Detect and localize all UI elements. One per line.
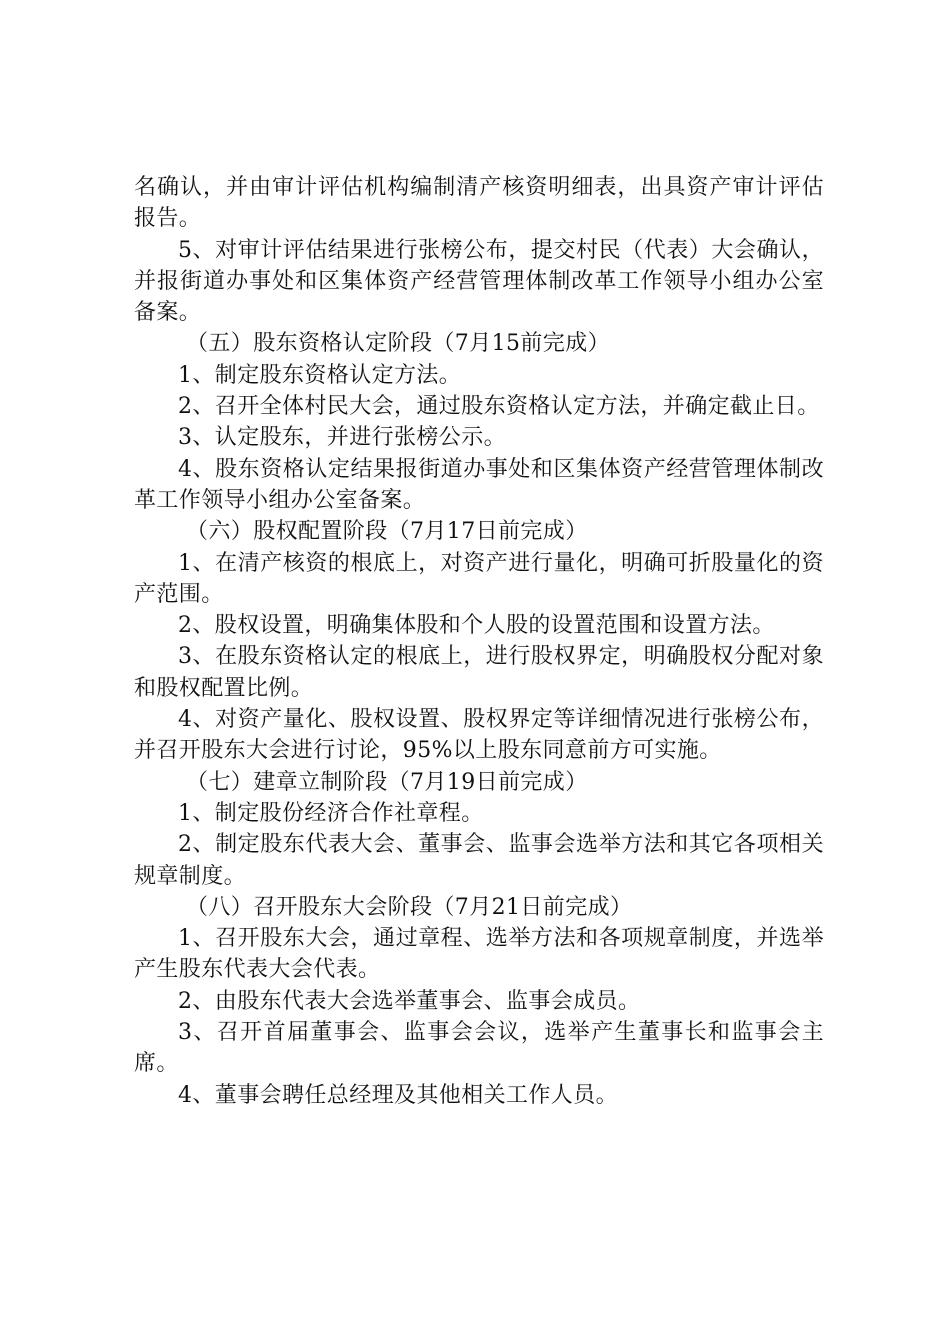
list-item: 1、召开股东大会，通过章程、选举方法和各项规章制度，并选举产生股东代表大会代表。 (134, 926, 824, 983)
document-body (134, 172, 824, 1111)
list-item: 3、召开首届董事会、监事会会议，选举产生董事长和监事会主席。 (134, 1020, 824, 1077)
list-item: 4、董事会聘任总经理及其他相关工作人员。 (178, 1082, 618, 1108)
list-item: 3、认定股东，并进行张榜公示。 (178, 425, 506, 451)
list-item: 1、制定股份经济合作社章程。 (178, 800, 484, 826)
section-heading-8: （八）召开股东大会阶段（7月21日前完成） (186, 894, 633, 920)
list-item: 1、制定股东资格认定方法。 (178, 362, 462, 388)
list-item: 3、在股东资格认定的根底上，进行股权界定，明确股权分配对象和股权配置比例。 (134, 644, 824, 701)
list-item: 2、股权设置，明确集体股和个人股的设置范围和设置方法。 (178, 613, 775, 639)
list-item: 1、在清产核资的根底上，对资产进行量化，明确可折股量化的资产范围。 (134, 550, 824, 607)
section-heading-6: （六）股权配置阶段（7月17日前完成） (186, 519, 588, 545)
section-heading-5: （五）股东资格认定阶段（7月15前完成） (186, 331, 610, 357)
list-item: 2、召开全体村民大会，通过股东资格认定方法，并确定截止日。 (178, 394, 820, 420)
list-item: 2、制定股东代表大会、董事会、监事会选举方法和其它各项相关规章制度。 (134, 832, 824, 889)
paragraph-continuation: 名确认，并由审计评估机构编制清产核资明细表，出具资产审计评估报告。 (134, 175, 824, 232)
list-item: 5、对审计评估结果进行张榜公布，提交村民（代表）大会确认，并报街道办事处和区集体资产经营管理体制改革工作领导小组办公室备案。 (134, 237, 824, 326)
section-heading-7: （七）建章立制阶段（7月19日前完成） (186, 769, 588, 795)
list-item: 4、股东资格认定结果报街道办事处和区集体资产经营管理体制改革工作领导小组办公室备案。 (134, 456, 824, 513)
list-item: 2、由股东代表大会选举董事会、监事会成员。 (178, 988, 641, 1014)
list-item: 4、对资产量化、股权设置、股权界定等详细情况进行张榜公布，并召开股东大会进行讨论，95%以上股东同意前方可实施。 (134, 707, 824, 764)
